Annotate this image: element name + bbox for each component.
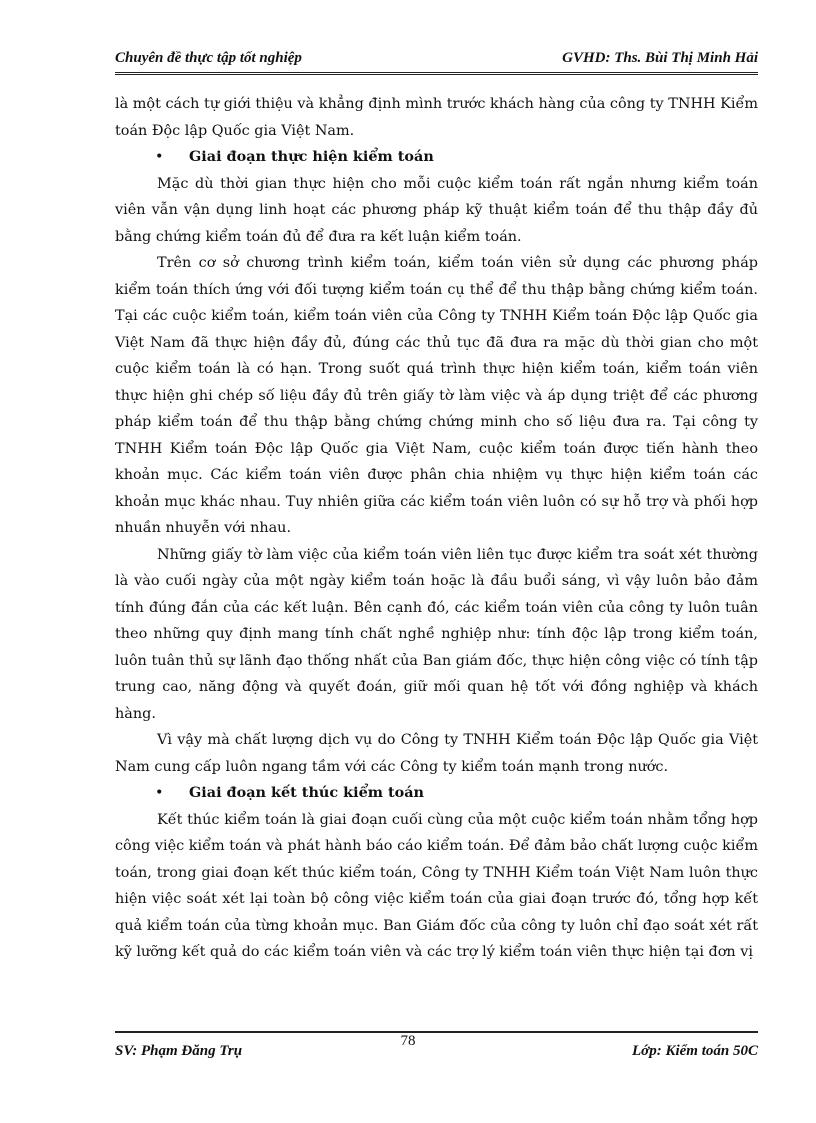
paragraph: Vì vậy mà chất lượng dịch vụ do Công ty TNHH Kiểm toán Độc lập Quốc gia Việt Nam cung cấp luôn ngang tầm với các Công ty kiểm toán mạnh trong nước. [115, 732, 758, 775]
paragraph: Kết thúc kiểm toán là giai đoạn cuối cùng của một cuộc kiểm toán nhằm tổng hợp công việc kiểm toán và phát hành báo cáo kiểm toán. Để đảm bảo chất lượng cuộc kiểm toán, trong giai đoạn kết thúc kiểm toán, Công ty TNHH Kiểm toán Việt Nam luôn thực hiện việc soát xét lại toàn bộ công việc kiểm toán của giai đoạn trước đó, tổng hợp kết quả kiểm toán của từng khoản mục. Ban Giám đốc của công ty luôn chỉ đạo soát xét rất kỹ lưỡng kết quả do các kiểm toán viên và các trợ lý kiểm toán viên thực hiện tại đơn vị [115, 811, 758, 960]
section-heading-completion [115, 780, 758, 807]
header-supervisor: GVHD: Ths. Bùi Thị Minh Hải [562, 50, 758, 66]
heading-text: Giai đoạn kết thúc kiểm toán [189, 784, 425, 801]
page-number: 78 [400, 1033, 416, 1049]
heading-text: Giai đoạn thực hiện kiểm toán [189, 148, 434, 165]
header-thesis-title: Chuyên đề thực tập tốt nghiệp [115, 50, 302, 66]
page-header [115, 48, 758, 75]
paragraph: Trên cơ sở chương trình kiểm toán, kiểm toán viên sử dụng các phương pháp kiểm toán thích ứng với đối tượng kiểm toán cụ thể để thu thập bằng chứng kiểm toán. Tại các cuộc kiểm toán, kiểm toán viên của Công ty TNHH Kiểm toán Độc lập Quốc gia Việt Nam đã thực hiện đầy đủ, đúng các thủ tục đã đưa ra mặc dù thời gian cho một cuộc kiểm toán là có hạn. Trong suốt quá trình thực hiện kiểm toán, kiểm toán viên thực hiện ghi chép số liệu đầy đủ trên giấy tờ làm việc và áp dụng triệt để các phương pháp kiểm toán để thu thập bằng chứng chứng minh cho số liệu đưa ra. Tại công ty TNHH Kiểm toán Độc lập Quốc gia Việt Nam, cuộc kiểm toán được tiến hành theo khoản mục. Các kiểm toán viên được phân chia nhiệm vụ thực hiện kiểm toán các khoản mục khác nhau. Tuy nhiên giữa các kiểm toán viên luôn có sự hỗ trợ và phối hợp nhuần nhuyễn với nhau. [115, 255, 758, 536]
footer-student: SV: Phạm Đăng Trụ [115, 1043, 243, 1059]
document-body [115, 91, 758, 966]
paragraph-continued: là một cách tự giới thiệu và khẳng định mình trước khách hàng của công ty TNHH Kiểm toán Độc lập Quốc gia Việt Nam. [115, 96, 758, 139]
bullet-icon: • [155, 785, 164, 801]
paragraph: Mặc dù thời gian thực hiện cho mỗi cuộc kiểm toán rất ngắn nhưng kiểm toán viên vẫn vận dụng linh hoạt các phương pháp kỹ thuật kiểm toán để thu thập đầy đủ bằng chứng kiểm toán đủ để đưa ra kết luận kiểm toán. [115, 175, 758, 245]
section-heading-execution [115, 144, 758, 171]
bullet-icon: • [155, 149, 164, 165]
footer-class: Lớp: Kiểm toán 50C [632, 1043, 758, 1059]
paragraph: Những giấy tờ làm việc của kiểm toán viên liên tục được kiểm tra soát xét thường là vào cuối ngày của một ngày kiểm toán hoặc là đầu buổi sáng, vì vậy luôn bảo đảm tính đúng đắn của các kết luận. Bên cạnh đó, các kiểm toán viên của công ty luôn tuân theo những quy định mang tính chất nghề nghiệp như: tính độc lập trong kiểm toán, luôn tuân thủ sự lãnh đạo thống nhất của Ban giám đốc, thực hiện công việc có tính tập trung cao, năng động và quyết đoán, giữ mối quan hệ tốt với đồng nghiệp và khách hàng. [115, 546, 758, 722]
